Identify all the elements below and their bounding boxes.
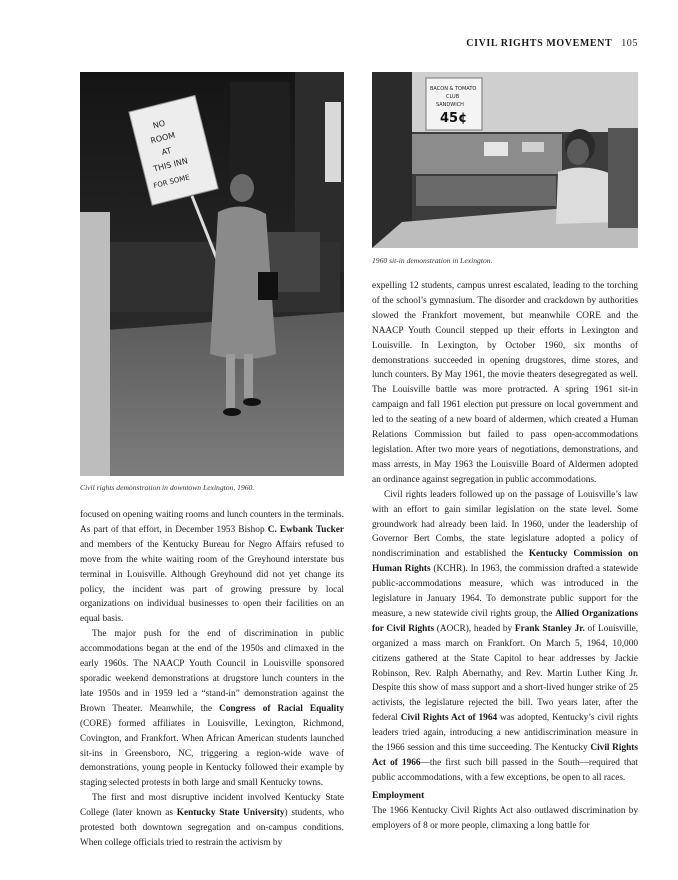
text-column-left — [80, 508, 344, 851]
bold-term: C. Ewbank Tucker — [267, 524, 344, 535]
text-run: (AOCR), headed by — [434, 623, 515, 634]
text-run: Civil rights leaders followed up on the passage of Louisville’s law with an effort to gain similar legislation on the state level. Some groundwork had already been laid. In 1960, under the leadership of Governor Bert Combs, the state legislature adopted a policy of nondiscrimination and established the — [372, 489, 638, 560]
text-run: was adopted, Kentucky’s civil rights leaders tried again, introducing a new antidiscrimination measure in the 1966 session and this time succeeding. The Kentucky — [372, 713, 638, 754]
paragraph — [80, 508, 344, 627]
lunch-counter-image — [372, 72, 638, 248]
sign-line-3: AT — [160, 145, 173, 158]
photo-lunch-counter-sit-in — [372, 72, 638, 248]
bold-term: Kentucky State University — [176, 808, 285, 819]
text-run: The first and most disruptive incident involved Kentucky State College (later known as — [80, 793, 344, 819]
menu-line-1: BACON & TOMATO — [430, 86, 477, 92]
text-run: and members of the Kentucky Bureau for Negro Affairs refused to move from the white waiting room of the Greyhound interstate bus terminal in Louisville. Although Greyhound did not yet change its policy, the incident was part of growing pressure by local organizations on individual businesses to open their facilities on an equal basis. — [80, 539, 344, 625]
sign-line-1: NO — [151, 118, 167, 131]
paragraph — [372, 488, 638, 786]
page-number: 105 — [621, 38, 638, 49]
sign-line-5: FOR SOME — [152, 173, 191, 191]
photo-caption-right: 1960 sit-in demonstration in Lexington. — [372, 256, 493, 265]
text-run: (KCHR). In 1963, the commission drafted a statewide public-accommodations measure, which was introduced in the legislature in January 1964. To demonstrate public support for the measure, a new statewide civil rights group, the — [372, 564, 638, 619]
paragraph: expelling 12 students, campus unrest escalated, leading to the torching of the school’s gymnasium. The disorder and crackdown by authorities slowed the Frankfort movement, but meanwhile CORE and the NAACP Youth Council stepped up their efforts in Lexington and Louisville. In Lexington, by October 1960, six months of demonstrations succeeded in opening drugstores, dime stores, and lunch counters. By May 1961, the movie theaters desegregated as well. The Louisville battle was more protracted. A spring 1961 sit-in campaign and fall 1961 election put pressure on local government and led to the seating of a new board of aldermen, which created a Human Relations Commission but failed to pass open-accommodations legislation. After two more years of negotiations, demonstrations, and mass arrests, in May 1963 the Louisville Board of Aldermen adopted an ordinance against segregation in public accommodations. — [372, 281, 638, 485]
photo-street-demonstration — [80, 72, 344, 476]
bold-term: Frank Stanley Jr. — [514, 623, 585, 634]
section-title: CIVIL RIGHTS MOVEMENT — [466, 38, 613, 49]
text-run: focused on opening waiting rooms and lunch counters in the terminals. As part of that effort, in December 1953 Bishop — [80, 510, 344, 535]
text-run: (CORE) formed affiliates in Louisville, Lexington, Richmond, Covington, and Frankfort. When African American students launched sit-ins in Greensboro, NC, triggering a region-wide wave of demonstrations, young people in Kentucky followed their example by staging selected protests in both large and small Kentucky towns. — [80, 718, 344, 789]
paragraph — [80, 791, 344, 851]
running-head — [466, 38, 638, 49]
sign-line-4: THIS INN — [152, 156, 189, 174]
section-heading: Employment — [372, 790, 425, 801]
menu-price: 45¢ — [440, 111, 468, 126]
menu-line-3: SANDWICH — [436, 102, 464, 108]
bold-term: Allied Organizations for Civil Rights — [372, 608, 639, 634]
text-column-right — [372, 279, 638, 834]
sign-line-2: ROOM — [149, 130, 177, 146]
photo-caption-left: Civil rights demonstration in downtown Lexington, 1960. — [80, 483, 255, 492]
paragraph — [80, 627, 344, 791]
bold-term: Civil Rights Act of 1964 — [400, 713, 498, 724]
text-run: The major push for the end of discrimination in public accommodations began at the end of the 1950s and climaxed in the early 1960s. The NAACP Youth Council in Louisville sponsored sporadic weekend demonstrations at drugstore lunch counters in the late 1950s and in 1959 led a “stand-in” demonstration against the Brown Theater. Meanwhile, the — [80, 629, 344, 714]
menu-line-2: CLUB — [446, 94, 460, 100]
bold-term: Congress of Racial Equality — [219, 703, 345, 714]
text-run: —the first such bill passed in the South—required that public accommodations, with a few exceptions, be open to all races. — [372, 758, 638, 783]
bold-term: Kentucky Commission on Human Rights — [372, 549, 638, 575]
street-demonstration-image — [80, 72, 344, 476]
bold-term: Civil Rights Act of 1966 — [372, 743, 638, 768]
paragraph: The 1966 Kentucky Civil Rights Act also outlawed discrimination by employers of 8 or more people, climaxing a long battle for — [372, 805, 638, 831]
text-run: ) students, who protested both downtown segregation and on-campus conditions. When college officials tried to restrain the activism by — [80, 808, 344, 848]
text-run: of Louisville, organized a mass march on Frankfort. On March 5, 1964, 10,000 citizens gathered at the State Capitol to hear addresses by Jackie Robinson, Rev. Ralph Abernathy, and Rev. Martin Luther King Jr. Despite this show of mass support and a short-lived hunger strike of 25 activists, the legislature rejected the bill. Two years later, after the federal — [372, 623, 639, 724]
